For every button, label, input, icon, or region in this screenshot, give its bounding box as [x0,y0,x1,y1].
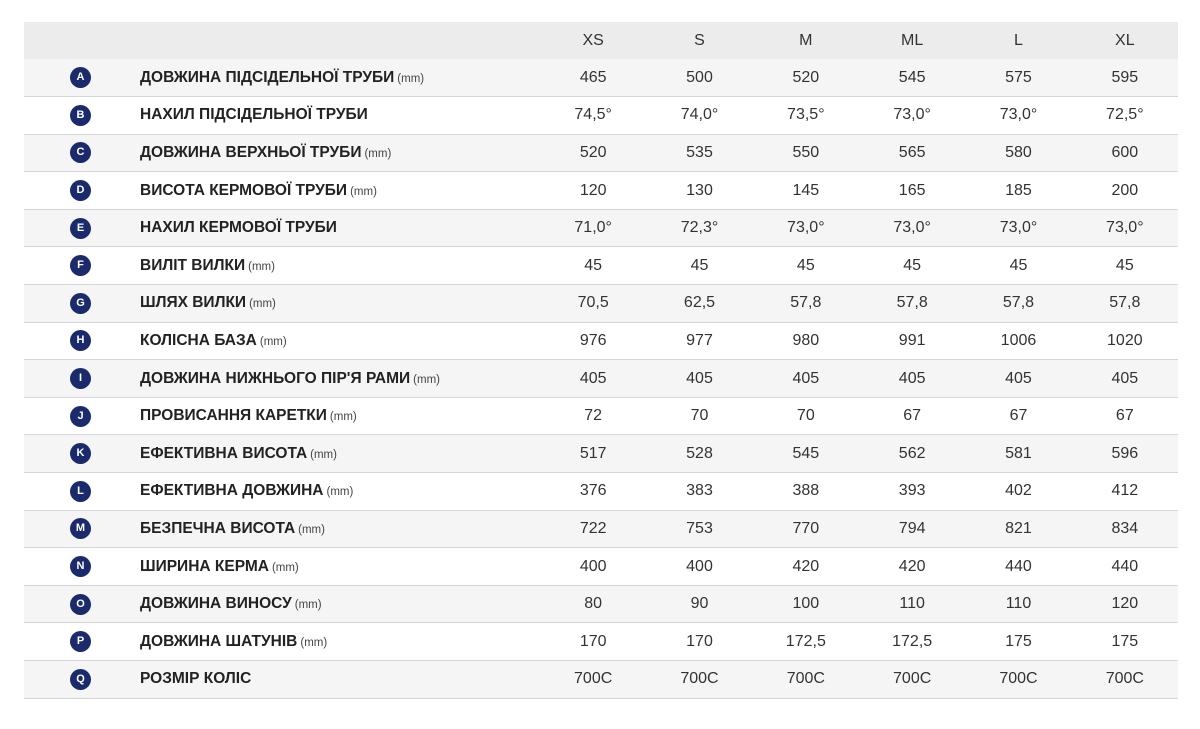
value-cell: 991 [898,331,926,349]
value-cell: 465 [579,68,607,86]
dimension-letter-badge-icon: N [70,556,91,577]
badge-cell [24,435,140,473]
value-cell: 110 [899,595,925,613]
value-cell: 72,5° [1106,106,1144,124]
value-cell: 1006 [1000,331,1037,349]
value-cell: 402 [1005,482,1032,500]
measurement-label-cell [140,397,540,435]
value-cell: 581 [1005,444,1032,462]
dimension-letter-badge-icon: C [70,142,91,163]
measurement-unit: (mm) [413,373,440,386]
value-cell: 405 [898,369,926,387]
measurement-unit: (mm) [326,486,354,499]
value-cell: 565 [898,143,926,161]
dimension-letter-badge-icon: K [70,443,91,464]
value-cell: 405 [686,369,713,387]
value-cell: 1020 [1107,331,1143,349]
geometry-table [24,22,1178,699]
table-row [24,59,1178,97]
measurement-label-cell [140,585,540,623]
value-cell: 545 [792,444,820,462]
value-cell: 980 [792,331,820,349]
badge-cell [24,172,140,210]
badge-cell [24,247,140,285]
value-cell: 170 [686,632,713,650]
measurement-unit: (mm) [350,185,377,198]
measurement-name: ВИЛІТ ВИЛКИ [140,256,246,274]
geometry-table-body [24,59,1178,698]
value-cell: 977 [686,331,713,349]
table-row [24,172,1178,210]
value-cell: 73,0° [787,219,825,237]
value-cell: 400 [686,557,713,575]
size-header-row [24,22,1178,59]
value-cell: 72 [584,407,603,425]
dimension-letter-badge-icon: E [70,218,91,239]
value-cell: 700C [893,670,932,688]
value-cell: 770 [792,519,820,537]
value-cell: 45 [903,256,922,274]
value-cell: 45 [584,256,603,274]
value-cell: 550 [792,143,820,161]
value-cell: 722 [579,519,607,537]
value-cell: 130 [686,181,713,199]
measurement-label-cell [140,661,540,699]
table-row [24,623,1178,661]
badge-cell [24,510,140,548]
measurement-name: ВИСОТА КЕРМОВОЇ ТРУБИ [140,181,348,199]
measurement-name: ЕФЕКТИВНА ДОВЖИНА [140,482,324,500]
measurement-name: РОЗМІР КОЛІС [140,670,252,688]
value-cell: 70 [796,407,815,425]
table-row [24,360,1178,398]
value-cell: 400 [579,557,607,575]
badge-cell [24,209,140,247]
value-cell: 405 [1111,369,1139,387]
measurement-label-cell [140,134,540,172]
measurement-name: ЕФЕКТИВНА ВИСОТА [140,444,308,462]
dimension-letter-badge-icon: L [70,481,91,502]
size-header-xs: XS [582,31,604,49]
value-cell: 70,5 [577,294,609,312]
measurement-name: ДОВЖИНА ШАТУНІВ [140,632,298,650]
badge-cell [24,473,140,511]
measurement-unit: (mm) [397,72,425,85]
value-cell: 595 [1111,68,1139,86]
measurement-name: ДОВЖИНА ПІДСІДЕЛЬНОЇ ТРУБИ [140,68,395,86]
measurement-name: ШИРИНА КЕРМА [140,557,269,575]
header-empty-cell [24,22,140,59]
value-cell: 67 [1009,407,1028,425]
value-cell: 535 [686,143,713,161]
value-cell: 67 [903,407,922,425]
value-cell: 393 [898,482,926,500]
dimension-letter-badge-icon: I [70,368,91,389]
table-row [24,285,1178,323]
value-cell: 700C [999,670,1038,688]
badge-cell [24,360,140,398]
measurement-label-cell [140,435,540,473]
table-row [24,661,1178,699]
dimension-letter-badge-icon: O [70,594,91,615]
table-row [24,435,1178,473]
value-cell: 383 [686,482,713,500]
badge-cell [24,322,140,360]
measurement-unit: (mm) [329,411,357,424]
dimension-letter-badge-icon: D [70,180,91,201]
measurement-label-cell [140,510,540,548]
badge-cell [24,134,140,172]
measurement-unit: (mm) [248,260,275,273]
value-cell: 73,0° [999,219,1038,237]
badge-cell [24,623,140,661]
value-cell: 90 [690,595,709,613]
value-cell: 74,5° [574,106,612,124]
value-cell: 175 [1111,632,1139,650]
value-cell: 170 [579,632,607,650]
value-cell: 821 [1005,519,1032,537]
measurement-label-cell [140,473,540,511]
value-cell: 70 [690,407,709,425]
value-cell: 67 [1115,407,1134,425]
badge-cell [24,97,140,135]
table-row [24,209,1178,247]
dimension-letter-badge-icon: P [70,631,91,652]
value-cell: 440 [1111,557,1139,575]
table-row [24,97,1178,135]
dimension-letter-badge-icon: G [70,293,91,314]
measurement-name: НАХИЛ КЕРМОВОЇ ТРУБИ [140,219,337,237]
dimension-letter-badge-icon: A [70,67,91,88]
value-cell: 73,0° [1106,219,1144,237]
table-row [24,473,1178,511]
measurement-label-cell [140,322,540,360]
value-cell: 172,5 [892,632,933,650]
value-cell: 74,0° [680,106,719,124]
value-cell: 45 [690,256,709,274]
dimension-letter-badge-icon: H [70,330,91,351]
value-cell: 834 [1111,519,1139,537]
dimension-letter-badge-icon: Q [70,669,91,690]
measurement-label-cell [140,285,540,323]
dimension-letter-badge-icon: M [70,518,91,539]
value-cell: 405 [1005,369,1032,387]
value-cell: 165 [898,181,926,199]
value-cell: 700C [1105,670,1144,688]
badge-cell [24,661,140,699]
value-cell: 517 [579,444,607,462]
value-cell: 700C [786,670,825,688]
value-cell: 45 [1115,256,1134,274]
measurement-label-cell [140,59,540,97]
measurement-label-cell [140,97,540,135]
value-cell: 405 [579,369,607,387]
measurement-name: ДОВЖИНА ВЕРХНЬОЇ ТРУБИ [140,143,362,161]
measurement-label-cell [140,247,540,285]
dimension-letter-badge-icon: B [70,105,91,126]
value-cell: 57,8 [1109,294,1141,312]
measurement-unit: (mm) [249,298,276,311]
value-cell: 145 [792,181,820,199]
value-cell: 57,8 [790,294,822,312]
value-cell: 185 [1005,181,1032,199]
measurement-unit: (mm) [310,448,337,461]
value-cell: 110 [1005,595,1032,613]
value-cell: 57,8 [1002,294,1035,312]
table-row [24,397,1178,435]
value-cell: 388 [792,482,820,500]
size-header-xl: XL [1115,31,1135,49]
measurement-name: ШЛЯХ ВИЛКИ [140,294,247,312]
measurement-name: КОЛІСНА БАЗА [140,331,257,349]
measurement-unit: (mm) [364,147,392,160]
size-header-m: M [799,31,813,49]
value-cell: 80 [584,595,603,613]
measurement-label-cell [140,209,540,247]
value-cell: 45 [1009,256,1028,274]
badge-cell [24,397,140,435]
header-empty-cell [140,22,540,59]
value-cell: 120 [579,181,607,199]
measurement-unit: (mm) [300,636,328,649]
value-cell: 596 [1111,444,1139,462]
size-header-ml: ML [901,31,924,49]
measurement-name: ДОВЖИНА НИЖНЬОГО ПІР'Я РАМИ [140,369,411,387]
value-cell: 976 [579,331,607,349]
measurement-unit: (mm) [298,523,325,536]
measurement-name: ПРОВИСАННЯ КАРЕТКИ [140,407,327,425]
value-cell: 520 [792,68,820,86]
table-row [24,548,1178,586]
table-row [24,510,1178,548]
measurement-name: НАХИЛ ПІДСІДЕЛЬНОЇ ТРУБИ [140,106,368,124]
measurement-unit: (mm) [259,335,287,348]
value-cell: 57,8 [896,294,928,312]
value-cell: 412 [1111,482,1139,500]
value-cell: 73,0° [999,106,1038,124]
measurement-label-cell [140,172,540,210]
value-cell: 420 [898,557,926,575]
value-cell: 62,5 [683,294,716,312]
table-row [24,585,1178,623]
value-cell: 528 [686,444,713,462]
value-cell: 73,0° [893,106,931,124]
value-cell: 500 [686,68,713,86]
measurement-unit: (mm) [271,561,299,574]
value-cell: 700C [680,670,719,688]
dimension-letter-badge-icon: J [70,406,91,427]
measurement-unit: (mm) [294,599,322,612]
size-header-l: L [1014,31,1023,49]
dimension-letter-badge-icon: F [70,255,91,276]
value-cell: 600 [1111,143,1139,161]
value-cell: 440 [1005,557,1032,575]
badge-cell [24,585,140,623]
value-cell: 100 [792,595,820,613]
table-row [24,134,1178,172]
badge-cell [24,285,140,323]
size-header-s: S [694,31,705,49]
value-cell: 376 [579,482,607,500]
value-cell: 520 [579,143,607,161]
measurement-name: БЕЗПЕЧНА ВИСОТА [140,519,296,537]
value-cell: 200 [1111,181,1139,199]
value-cell: 753 [686,519,713,537]
value-cell: 73,5° [787,106,825,124]
value-cell: 45 [796,256,815,274]
value-cell: 700C [574,670,613,688]
value-cell: 562 [898,444,926,462]
table-row [24,247,1178,285]
measurement-label-cell [140,623,540,661]
value-cell: 420 [792,557,820,575]
value-cell: 575 [1005,68,1032,86]
value-cell: 794 [898,519,926,537]
value-cell: 545 [898,68,926,86]
value-cell: 175 [1005,632,1032,650]
measurement-label-cell [140,360,540,398]
value-cell: 72,3° [680,219,719,237]
value-cell: 580 [1005,143,1032,161]
measurement-label-cell [140,548,540,586]
badge-cell [24,59,140,97]
measurement-name: ДОВЖИНА ВИНОСУ [140,595,292,613]
badge-cell [24,548,140,586]
value-cell: 405 [792,369,820,387]
table-row [24,322,1178,360]
value-cell: 73,0° [893,219,931,237]
value-cell: 71,0° [574,219,612,237]
value-cell: 120 [1111,595,1139,613]
value-cell: 172,5 [785,632,826,650]
